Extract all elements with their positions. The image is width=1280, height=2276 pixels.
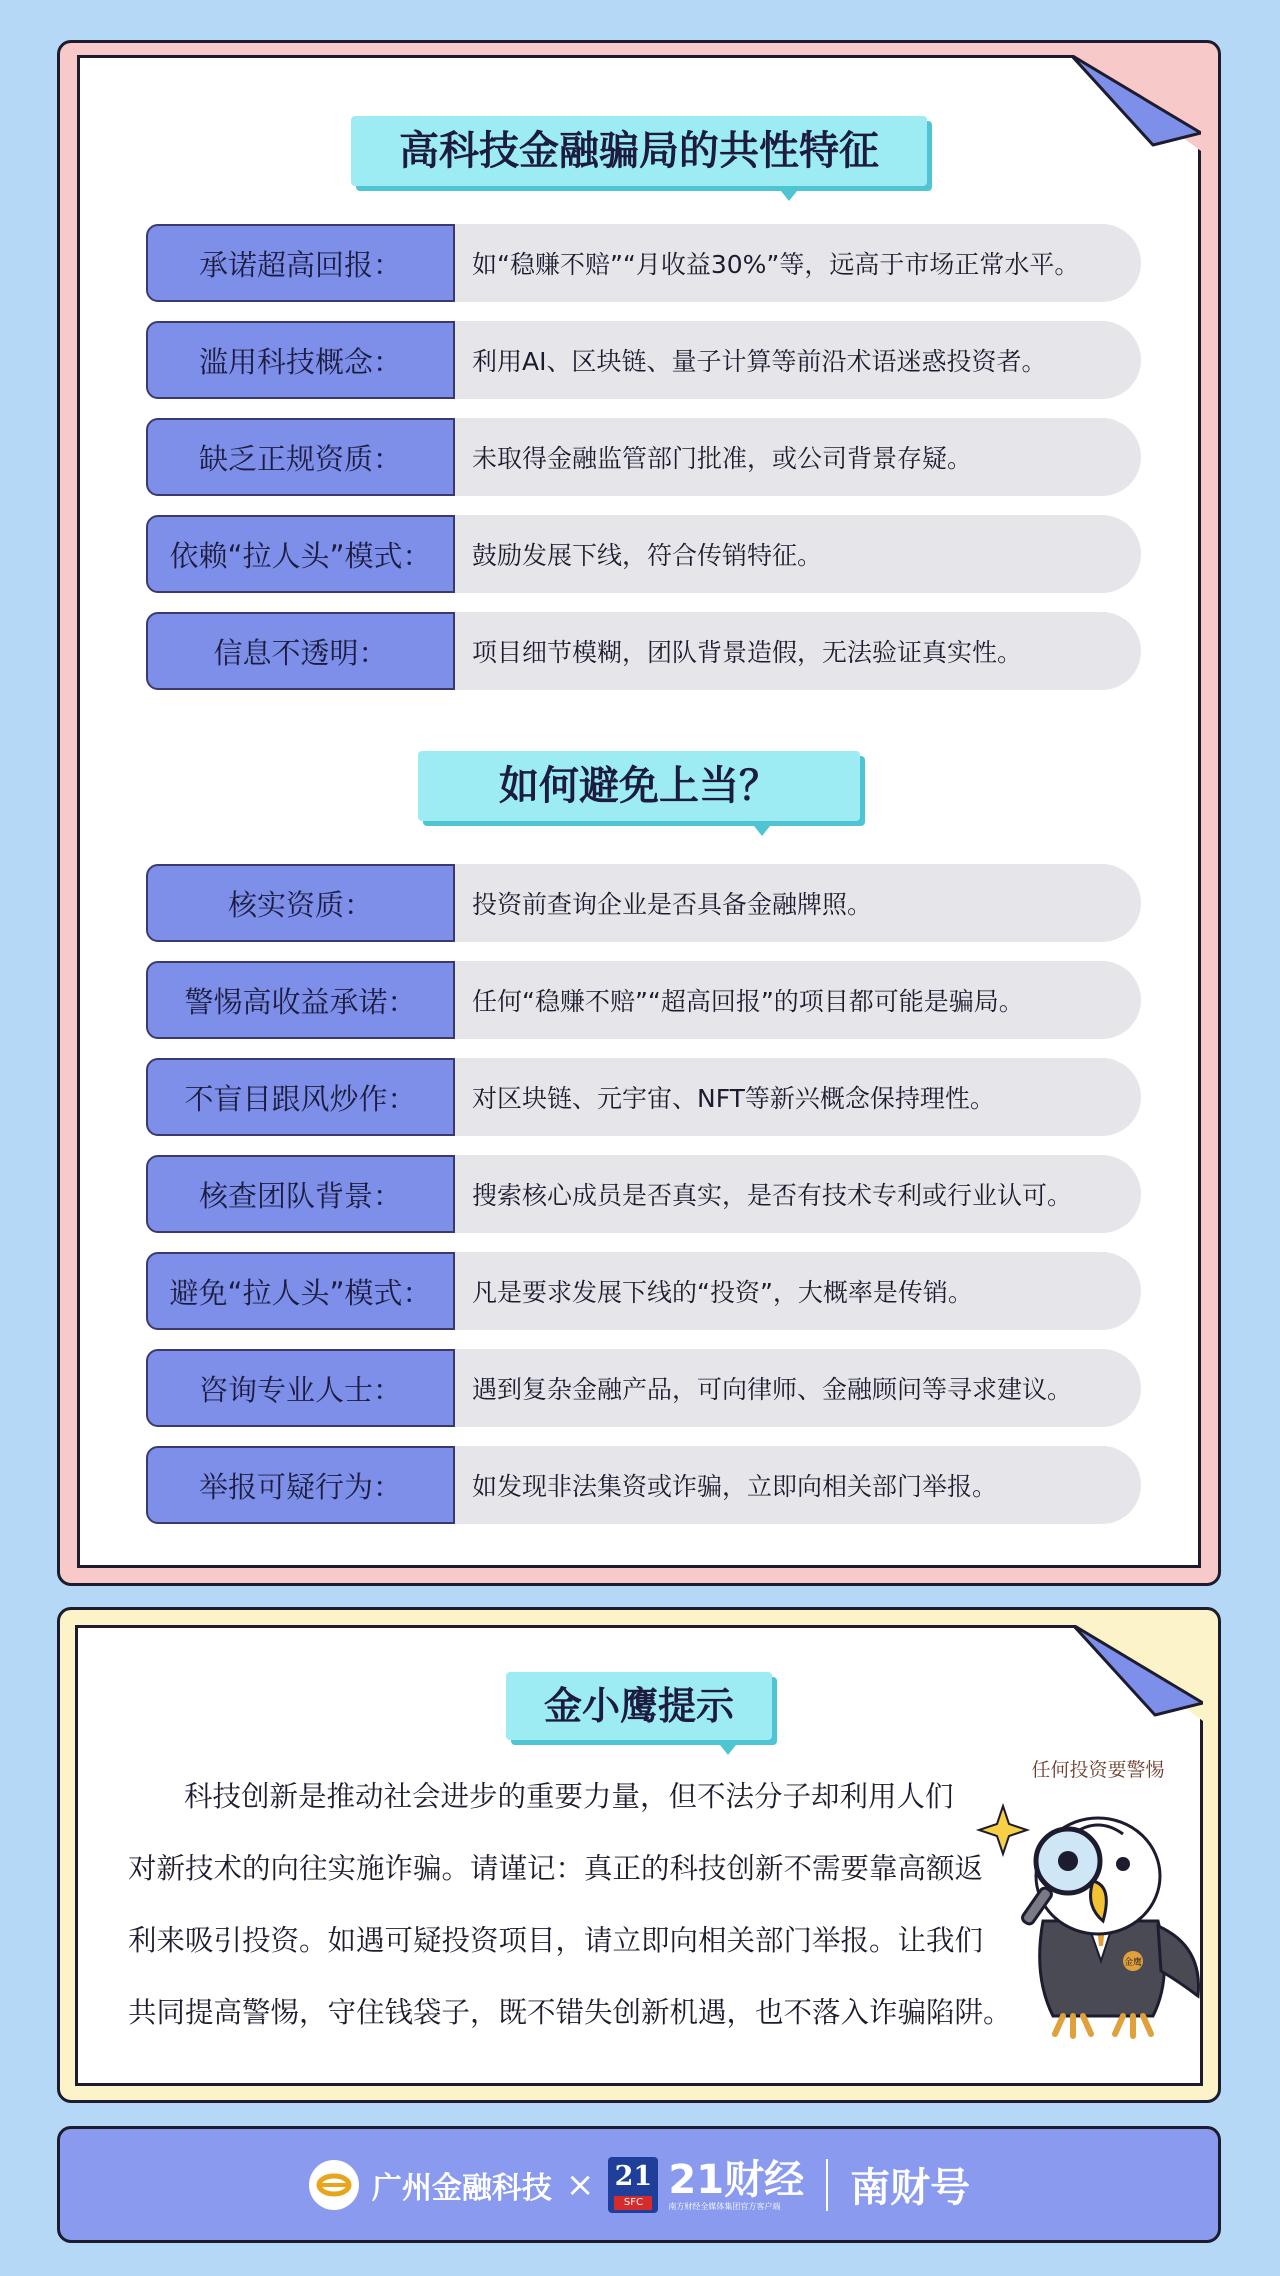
row-label: 依赖“拉人头”模式： [146, 515, 455, 593]
footer-bar [57, 2126, 1221, 2243]
section2-row [146, 864, 1141, 942]
row-description: 如发现非法集资或诈骗，立即向相关部门举报。 [455, 1446, 1141, 1524]
section2-row [146, 1349, 1141, 1427]
tips-paragraph: 科技创新是推动社会进步的重要力量，但不法分子却利用人们 对新技术的向往实施诈骗。请谨记：真正的科技创新不需要靠高额返 利来吸引投资。如遇可疑投资项目，请立即向相关部门举报。让我们 共同提高警惕，守住钱袋子，既不错失创新机遇，也不落入诈骗陷阱。 [128, 1780, 1012, 2029]
section2-row [146, 961, 1141, 1039]
row-label: 核查团队背景： [146, 1155, 455, 1233]
row-label: 核实资质： [146, 864, 455, 942]
row-description: 任何“稳赚不赔”“超高回报”的项目都可能是骗局。 [455, 961, 1141, 1039]
row-description: 对区块链、元宇宙、NFT等新兴概念保持理性。 [455, 1058, 1141, 1136]
section1-row [146, 321, 1141, 399]
row-description: 遇到复杂金融产品，可向律师、金融顾问等寻求建议。 [455, 1349, 1141, 1427]
section2-row [146, 1252, 1141, 1330]
mascot-badge: 金鹰 [1123, 1958, 1143, 1968]
row-label: 警惕高收益承诺： [146, 961, 455, 1039]
row-description: 鼓励发展下线，符合传销特征。 [455, 515, 1141, 593]
row-label: 缺乏正规资质： [146, 418, 455, 496]
tips-title: 金小鹰提示 [506, 1672, 772, 1740]
row-description: 如“稳赚不赔”“月收益30%”等，远高于市场正常水平。 [455, 224, 1141, 302]
row-label: 举报可疑行为： [146, 1446, 455, 1524]
row-description: 未取得金融监管部门批准，或公司背景存疑。 [455, 418, 1141, 496]
brand-guangzhou-fintech: 广州金融科技 [371, 2170, 552, 2206]
feature-paper [77, 55, 1201, 1568]
row-label: 咨询专业人士： [146, 1349, 455, 1427]
footer-divider [826, 2159, 828, 2211]
21-logo-icon: 21 SFC [608, 2157, 658, 2213]
tips-card [57, 1607, 1221, 2103]
brand-nancaihao: 南财号 [850, 2165, 971, 2211]
row-label: 承诺超高回报： [146, 224, 455, 302]
eagle-mascot-icon [973, 1746, 1213, 2046]
page-fold-icon [1073, 1625, 1203, 1721]
tips-paper [75, 1625, 1203, 2086]
row-label: 滥用科技概念： [146, 321, 455, 399]
brand-21-caijing: 21财经 南方财经全媒体集团官方客户端 [668, 2156, 805, 2211]
section1-row [146, 515, 1141, 593]
feature-card [57, 40, 1221, 1586]
section1-row [146, 418, 1141, 496]
section2-title: 如何避免上当？ [418, 751, 860, 821]
footer-logos [60, 2129, 1218, 2240]
collab-x: × [565, 2164, 595, 2205]
row-description: 项目细节模糊，团队背景造假，无法验证真实性。 [455, 612, 1141, 690]
row-description: 凡是要求发展下线的“投资”，大概率是传销。 [455, 1252, 1141, 1330]
row-label: 信息不透明： [146, 612, 455, 690]
section2-row [146, 1446, 1141, 1524]
row-description: 投资前查询企业是否具备金融牌照。 [455, 864, 1141, 942]
section1-row [146, 612, 1141, 690]
mascot-caption: 任何投资要警惕 [1031, 1759, 1165, 1781]
section1-row [146, 224, 1141, 302]
page-fold-icon [1071, 55, 1201, 151]
row-label: 避免“拉人头”模式： [146, 1252, 455, 1330]
row-description: 利用AI、区块链、量子计算等前沿术语迷惑投资者。 [455, 321, 1141, 399]
row-description: 搜索核心成员是否真实，是否有技术专利或行业认可。 [455, 1155, 1141, 1233]
section2-row [146, 1155, 1141, 1233]
section2-row [146, 1058, 1141, 1136]
guangzhou-fintech-logo-icon [308, 2159, 360, 2211]
row-label: 不盲目跟风炒作： [146, 1058, 455, 1136]
section1-title: 高科技金融骗局的共性特征 [351, 116, 927, 186]
